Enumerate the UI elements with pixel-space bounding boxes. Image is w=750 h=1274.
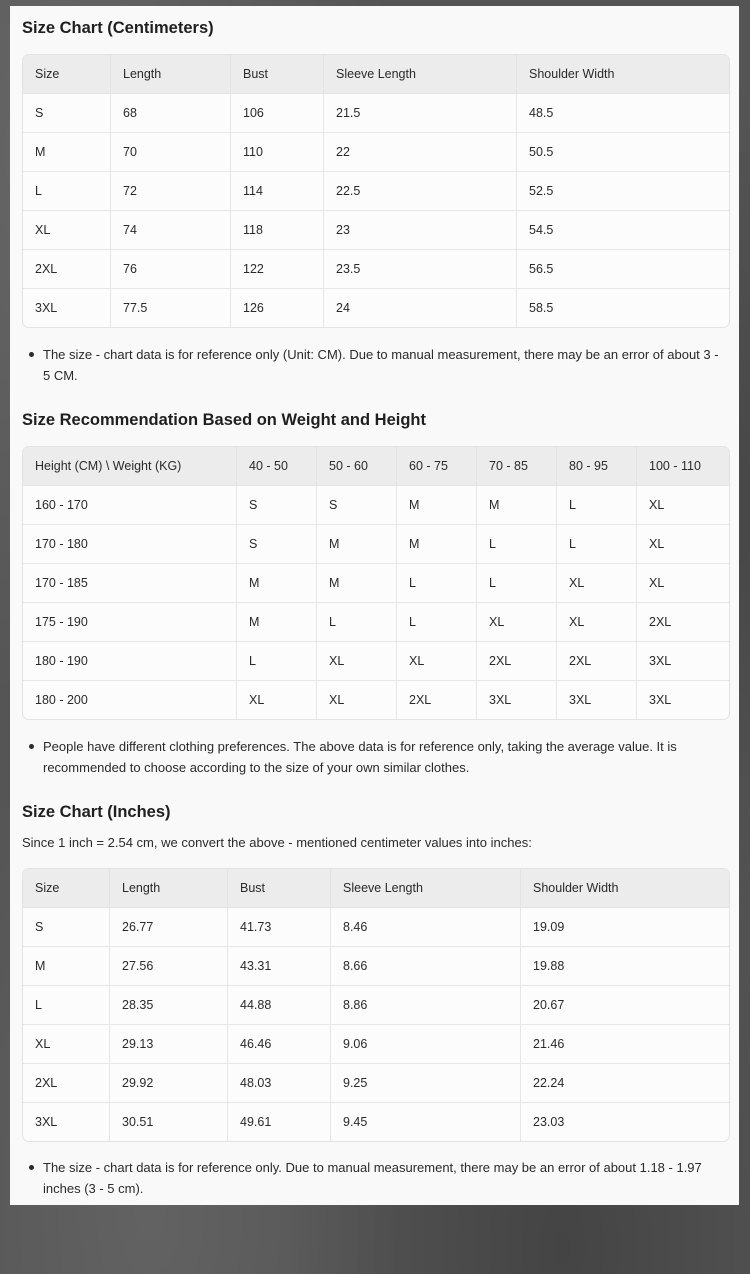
table-cell: XL (637, 525, 729, 564)
column-header: Bust (231, 55, 324, 94)
table-row (23, 642, 729, 681)
table-cell: 23.03 (533, 1115, 565, 1129)
table-cell: 9.25 (331, 1064, 521, 1103)
table-cell: M (397, 486, 477, 525)
column-header: 100 - 110 (637, 447, 729, 486)
table-header-row (23, 869, 729, 908)
size-recommendation-title: Size Recommendation Based on Weight and Height (22, 411, 426, 429)
table-cell: 2XL (23, 250, 111, 289)
table-cell: 24 (324, 289, 517, 327)
table-cell: 110 (231, 133, 324, 172)
table-cell: 170 - 185 (23, 564, 237, 603)
table-cell: 9.45 (331, 1103, 521, 1141)
column-header: Height (CM) \ Weight (KG) (23, 447, 237, 486)
table-cell: 2XL (23, 1064, 110, 1103)
table-cell: M (317, 564, 397, 603)
column-header: 40 - 50 (237, 447, 317, 486)
table-cell: 50.5 (517, 133, 729, 172)
table-cell: L (397, 564, 477, 603)
size-chart-in-intro: Since 1 inch = 2.54 cm, we convert the above - mentioned centimeter values into inches: (22, 835, 532, 850)
table-cell: 22.5 (324, 172, 517, 211)
table-cell: 23.5 (324, 250, 517, 289)
table-cell: 72 (111, 172, 231, 211)
table-cell: 8.46 (331, 908, 521, 947)
size-recommendation-table (22, 446, 730, 720)
table-cell: 23 (324, 211, 517, 250)
table-cell: S (23, 908, 110, 947)
table-cell: XL (23, 1025, 110, 1064)
table-cell: 22 (324, 133, 517, 172)
table-cell: M (237, 564, 317, 603)
table-row (23, 1025, 729, 1064)
table-cell: 22.24 (521, 1064, 729, 1103)
table-cell: XL (477, 603, 557, 642)
table-cell: 29.13 (110, 1025, 228, 1064)
table-cell: XL (637, 486, 729, 525)
table-row (23, 172, 729, 211)
table-cell: 28.35 (110, 986, 228, 1025)
table-cell: 2XL (557, 642, 637, 681)
table-header-row (23, 55, 729, 94)
table-cell: L (557, 486, 637, 525)
table-cell: S (317, 486, 397, 525)
list-item: The size - chart data is for reference only (Unit: CM). Due to manual measurement, there may be an error of about 3 - 5 CM. (22, 344, 728, 386)
column-header: 50 - 60 (317, 447, 397, 486)
table-cell: 3XL (637, 642, 729, 681)
table-cell: 19.88 (521, 947, 729, 986)
table-cell: 48.03 (228, 1064, 331, 1103)
column-header: Size (23, 55, 111, 94)
table-row (23, 94, 729, 133)
table-cell: L (397, 603, 477, 642)
column-header: 60 - 75 (397, 447, 477, 486)
table-cell: XL (637, 564, 729, 603)
table-cell: S (23, 94, 111, 133)
content-panel (10, 6, 739, 1205)
table-cell: L (23, 986, 110, 1025)
table-cell: S (237, 486, 317, 525)
size-chart-cm-title: Size Chart (Centimeters) (22, 19, 214, 37)
list-item: People have different clothing preferences. The above data is for reference only, taking the average value. It is recommended to choose according to the size of your own similar clothes. (22, 736, 728, 778)
table-cell: XL (317, 681, 397, 719)
table-cell: 56.5 (517, 250, 729, 289)
table-cell: 76 (111, 250, 231, 289)
table-cell: 122 (231, 250, 324, 289)
table-cell: 3XL (477, 681, 557, 719)
table-cell: 29.92 (110, 1064, 228, 1103)
table-cell: M (23, 947, 110, 986)
table-row (23, 564, 729, 603)
column-header: Sleeve Length (331, 869, 521, 908)
column-header: 80 - 95 (557, 447, 637, 486)
table-cell: 44.88 (228, 986, 331, 1025)
table-cell: 160 - 170 (23, 486, 237, 525)
column-header: Sleeve Length (324, 55, 517, 94)
table-row (23, 603, 729, 642)
table-row (23, 525, 729, 564)
table-cell: M (237, 603, 317, 642)
table-cell: 54.5 (517, 211, 729, 250)
table-cell: 46.46 (228, 1025, 331, 1064)
table-row (23, 250, 729, 289)
table-cell: 118 (231, 211, 324, 250)
size-chart-cm-note (22, 344, 728, 386)
table-cell: 180 - 190 (23, 642, 237, 681)
table-cell: 74 (111, 211, 231, 250)
table-cell: L (237, 642, 317, 681)
size-chart-cm-table (22, 54, 730, 328)
table-cell: 21.46 (521, 1025, 729, 1064)
column-header: 70 - 85 (477, 447, 557, 486)
column-header: Length (110, 869, 228, 908)
table-cell: 3XL (649, 693, 672, 707)
size-chart-in-table (22, 868, 730, 1142)
table-cell: 26.77 (110, 908, 228, 947)
column-header: Bust (228, 869, 331, 908)
table-cell: 20.67 (521, 986, 729, 1025)
table-cell: 126 (231, 289, 324, 327)
table-cell: L (477, 564, 557, 603)
table-cell: L (557, 525, 637, 564)
table-row (23, 986, 729, 1025)
table-cell: 48.5 (517, 94, 729, 133)
table-cell: 30.51 (110, 1103, 228, 1141)
table-row (23, 1103, 729, 1141)
size-recommendation-note (22, 736, 728, 778)
table-cell: L (317, 603, 397, 642)
table-cell: 175 - 190 (23, 603, 237, 642)
table-row (23, 908, 729, 947)
table-cell: 3XL (557, 681, 637, 719)
table-cell: XL (557, 564, 637, 603)
table-row (23, 211, 729, 250)
table-cell: S (237, 525, 317, 564)
list-item: The size - chart data is for reference only. Due to manual measurement, there may be an error of about 1.18 - 1.97 inches (3 - 5 cm). (22, 1157, 728, 1199)
table-cell: 19.09 (521, 908, 729, 947)
table-cell: 8.66 (331, 947, 521, 986)
table-cell: L (477, 525, 557, 564)
table-row (23, 681, 729, 719)
table-cell: 41.73 (228, 908, 331, 947)
size-chart-in-title: Size Chart (Inches) (22, 803, 171, 821)
table-cell: 3XL (23, 1103, 110, 1141)
table-cell: 9.06 (331, 1025, 521, 1064)
column-header: Shoulder Width (517, 55, 729, 94)
size-chart-in-note (22, 1157, 728, 1199)
table-cell: XL (397, 642, 477, 681)
table-cell: 180 - 200 (23, 681, 237, 719)
table-cell: L (23, 172, 111, 211)
table-cell: 2XL (637, 603, 729, 642)
table-cell: 21.5 (324, 94, 517, 133)
table-cell: 114 (231, 172, 324, 211)
table-cell: 70 (111, 133, 231, 172)
table-cell: 106 (231, 94, 324, 133)
table-cell: 3XL (23, 289, 111, 327)
table-row (23, 947, 729, 986)
table-cell: 170 - 180 (23, 525, 237, 564)
table-header-row (23, 447, 729, 486)
table-cell: XL (23, 211, 111, 250)
table-cell: XL (557, 603, 637, 642)
table-cell: 58.5 (529, 301, 554, 315)
table-cell: XL (317, 642, 397, 681)
table-cell: M (397, 525, 477, 564)
table-cell: 8.86 (331, 986, 521, 1025)
column-header: Length (111, 55, 231, 94)
column-header: Size (23, 869, 110, 908)
table-row (23, 486, 729, 525)
table-cell: 2XL (477, 642, 557, 681)
column-header: Shoulder Width (521, 869, 729, 908)
table-cell: 52.5 (517, 172, 729, 211)
table-cell: 43.31 (228, 947, 331, 986)
table-cell: XL (237, 681, 317, 719)
table-row (23, 133, 729, 172)
table-cell: 77.5 (111, 289, 231, 327)
table-cell: 27.56 (110, 947, 228, 986)
table-cell: M (317, 525, 397, 564)
table-row (23, 289, 729, 327)
table-cell: 68 (111, 94, 231, 133)
table-cell: 2XL (397, 681, 477, 719)
table-row (23, 1064, 729, 1103)
table-cell: M (23, 133, 111, 172)
table-cell: 49.61 (228, 1103, 331, 1141)
table-cell: M (477, 486, 557, 525)
